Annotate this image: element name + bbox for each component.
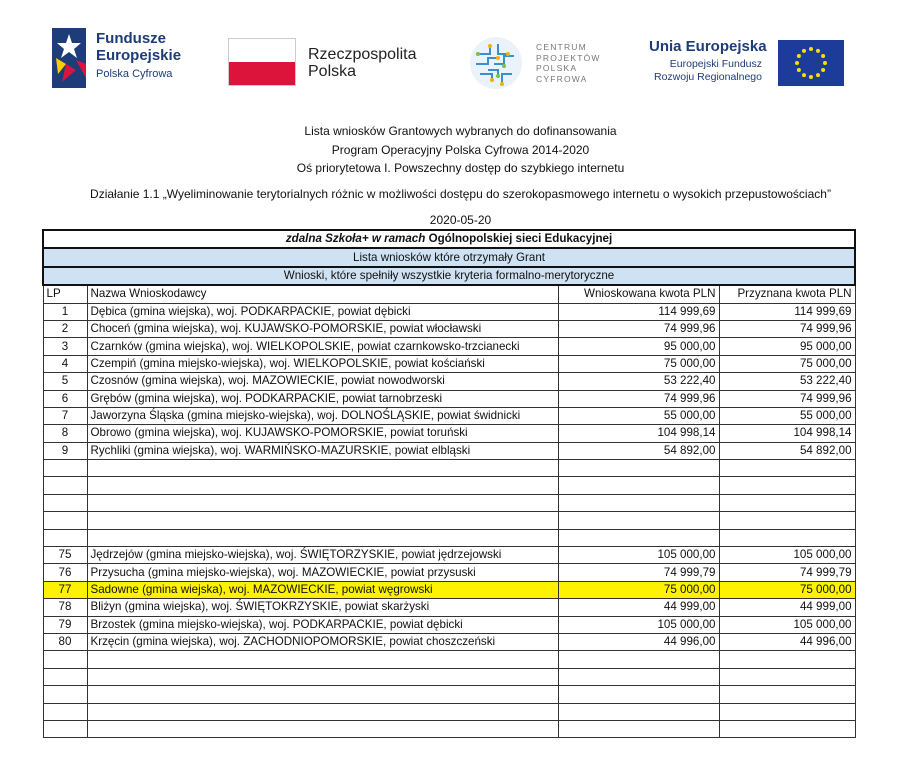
fe-line2: Europejskie (96, 47, 182, 64)
poland-flag-icon (228, 38, 296, 86)
rzeczpospolita-logo (228, 38, 428, 90)
table-row (43, 425, 855, 442)
cell-granted: 104 998,14 (719, 425, 855, 442)
eu-star-icon (816, 73, 820, 77)
eu-star-icon (802, 73, 806, 77)
cell-granted: 75 000,00 (719, 355, 855, 372)
col-header-granted: Przyznana kwota PLN (719, 285, 855, 303)
ue-line1: Unia Europejska (649, 38, 767, 55)
cell-granted: 55 000,00 (719, 407, 855, 424)
cell-granted: 44 999,00 (719, 599, 855, 616)
grant-table (42, 229, 856, 738)
cell-name: Bliżyn (gmina wiejska), woj. ŚWIĘTOKRZYSKIE, powiat skarżyski (87, 599, 558, 616)
cell-name: Krzęcin (gmina wiejska), woj. ZACHODNIOPOMORSKIE, powiat choszczeński (87, 633, 558, 650)
cell-name: Czosnów (gmina wiejska), woj. MAZOWIECKIE, powiat nowodworski (87, 373, 558, 390)
heading-line2: Program Operacyjny Polska Cyfrowa 2014-2020 (331, 143, 590, 157)
cell-granted: 54 892,00 (719, 442, 855, 459)
table-row (43, 581, 855, 598)
eu-star-icon (797, 54, 801, 58)
cell-lp: 6 (43, 390, 87, 407)
empty-row (43, 494, 855, 511)
ue-line2: Europejski Fundusz (669, 58, 762, 70)
col-header-name: Nazwa Wnioskodawcy (87, 285, 558, 303)
cell-name: Sadowne (gmina wiejska), woj. MAZOWIECKIE, powiat węgrowski (87, 581, 558, 598)
empty-row (43, 512, 855, 529)
table-row (43, 303, 855, 320)
cell-lp: 1 (43, 303, 87, 320)
table-row (43, 633, 855, 650)
cell-name: Dębica (gmina wiejska), woj. PODKARPACKIE, powiat dębicki (87, 303, 558, 320)
cp-text: CENTRUM PROJEKTÓW POLSKA CYFROWA (536, 42, 601, 84)
cell-name: Przysucha (gmina miejsko-wiejska), woj. MAZOWIECKIE, powiat przysuski (87, 564, 558, 581)
cell-requested: 104 998,14 (558, 425, 719, 442)
cell-requested: 105 000,00 (558, 616, 719, 633)
cell-granted: 74 999,96 (719, 320, 855, 337)
cell-lp: 9 (43, 442, 87, 459)
cell-requested: 74 999,96 (558, 390, 719, 407)
circuit-brain-icon (468, 34, 524, 92)
empty-row (43, 529, 855, 546)
cell-name: Grębów (gmina wiejska), woj. PODKARPACKIE, powiat tarnobrzeski (87, 390, 558, 407)
table-band-criteria: Wnioski, które spełniły wszystkie kryteria formalno-merytoryczne (43, 267, 855, 285)
eu-star-icon (795, 61, 799, 65)
heading-action: Działanie 1.1 „Wyeliminowanie terytorialnych różnic w możliwości dostępu do szerokopasmowego internetu o wysokich przepustowościach” (90, 187, 831, 201)
table-row (43, 390, 855, 407)
cell-granted: 74 999,96 (719, 390, 855, 407)
unia-europejska-logo (646, 38, 846, 94)
cell-requested: 54 892,00 (558, 442, 719, 459)
cell-granted: 105 000,00 (719, 616, 855, 633)
cell-granted: 74 999,79 (719, 564, 855, 581)
empty-row (43, 703, 855, 720)
cell-lp: 7 (43, 407, 87, 424)
cell-requested: 74 999,96 (558, 320, 719, 337)
cell-granted: 53 222,40 (719, 373, 855, 390)
cell-lp: 78 (43, 599, 87, 616)
table-row (43, 355, 855, 372)
cell-lp: 76 (43, 564, 87, 581)
table-row (43, 547, 855, 564)
cell-granted: 114 999,69 (719, 303, 855, 320)
eu-star-icon (821, 68, 825, 72)
eu-star-icon (809, 47, 813, 51)
cell-granted: 44 996,00 (719, 633, 855, 650)
cell-lp: 77 (43, 581, 87, 598)
cell-lp: 2 (43, 320, 87, 337)
cell-requested: 74 999,79 (558, 564, 719, 581)
eu-star-icon (821, 54, 825, 58)
table-row (43, 373, 855, 390)
cell-granted: 75 000,00 (719, 581, 855, 598)
cell-lp: 4 (43, 355, 87, 372)
cell-requested: 55 000,00 (558, 407, 719, 424)
cell-requested: 95 000,00 (558, 338, 719, 355)
fundusze-europejskie-logo (52, 28, 202, 90)
fundusze-star-icon (52, 28, 86, 88)
cell-requested: 53 222,40 (558, 373, 719, 390)
cell-name: Czempiń (gmina miejsko-wiejska), woj. WIELKOPOLSKIE, powiat kościański (87, 355, 558, 372)
cell-lp: 3 (43, 338, 87, 355)
table-row (43, 564, 855, 581)
cell-name: Brzostek (gmina miejsko-wiejska), woj. PODKARPACKIE, powiat dębicki (87, 616, 558, 633)
fe-line1: Fundusze (96, 30, 166, 47)
heading-line1: Lista wniosków Grantowych wybranych do dofinansowania (304, 124, 617, 138)
empty-row (43, 651, 855, 668)
empty-row (43, 686, 855, 703)
cell-requested: 114 999,69 (558, 303, 719, 320)
table-title-row (43, 230, 855, 248)
logo-strip (0, 0, 921, 110)
table-band-granted: Lista wniosków które otrzymały Grant (43, 248, 855, 266)
table-title-italic: zdalna Szkoła+ w ramach (285, 232, 426, 246)
cell-requested: 44 996,00 (558, 633, 719, 650)
empty-row (43, 720, 855, 737)
cell-lp: 80 (43, 633, 87, 650)
rp-line1: Rzeczpospolita (308, 46, 417, 63)
table-row (43, 407, 855, 424)
ue-line3: Rozwoju Regionalnego (654, 71, 762, 83)
cell-lp: 75 (43, 547, 87, 564)
cell-granted: 105 000,00 (719, 547, 855, 564)
cell-lp: 8 (43, 425, 87, 442)
eu-star-icon (816, 49, 820, 53)
cell-lp: 79 (43, 616, 87, 633)
eu-flag-icon (778, 40, 844, 86)
cell-lp: 5 (43, 373, 87, 390)
document-date: 2020-05-20 (429, 213, 492, 227)
cell-name: Jędrzejów (gmina miejsko-wiejska), woj. ŚWIĘTORZYSKIE, powiat jędrzejowski (87, 547, 558, 564)
cell-requested: 75 000,00 (558, 581, 719, 598)
table-title-bold: Ogólnopolskiej sieci Edukacyjnej (428, 232, 613, 246)
table-header-row (43, 285, 855, 303)
cell-name: Obrowo (gmina wiejska), woj. KUJAWSKO-POMORSKIE, powiat toruński (87, 425, 558, 442)
cell-requested: 105 000,00 (558, 547, 719, 564)
fe-line3: Polska Cyfrowa (96, 68, 173, 80)
cell-requested: 44 999,00 (558, 599, 719, 616)
cell-name: Czarnków (gmina wiejska), woj. WIELKOPOLSKIE, powiat czarnkowsko-trzcianecki (87, 338, 558, 355)
table-row (43, 442, 855, 459)
cell-name: Choceń (gmina wiejska), woj. KUJAWSKO-POMORSKIE, powiat włocławski (87, 320, 558, 337)
cell-name: Rychliki (gmina wiejska), woj. WARMIŃSKO-MAZURSKIE, powiat elbląski (87, 442, 558, 459)
cell-requested: 75 000,00 (558, 355, 719, 372)
table-row (43, 320, 855, 337)
centrum-projektow-logo (468, 34, 618, 94)
eu-star-icon (809, 75, 813, 79)
col-header-requested: Wnioskowana kwota PLN (558, 285, 719, 303)
rp-line2: Polska (308, 63, 357, 80)
empty-row (43, 477, 855, 494)
cell-name: Jaworzyna Śląska (gmina miejsko-wiejska), woj. DOLNOŚLĄSKIE, powiat świdnicki (87, 407, 558, 424)
heading-line3: Oś priorytetowa I. Powszechny dostęp do szybkiego internetu (296, 161, 625, 175)
eu-star-icon (823, 61, 827, 65)
empty-row (43, 668, 855, 685)
empty-row (43, 460, 855, 477)
cell-granted: 95 000,00 (719, 338, 855, 355)
table-row (43, 616, 855, 633)
eu-star-icon (802, 49, 806, 53)
table-row (43, 599, 855, 616)
eu-star-icon (797, 68, 801, 72)
col-header-lp: LP (43, 285, 87, 303)
table-row (43, 338, 855, 355)
